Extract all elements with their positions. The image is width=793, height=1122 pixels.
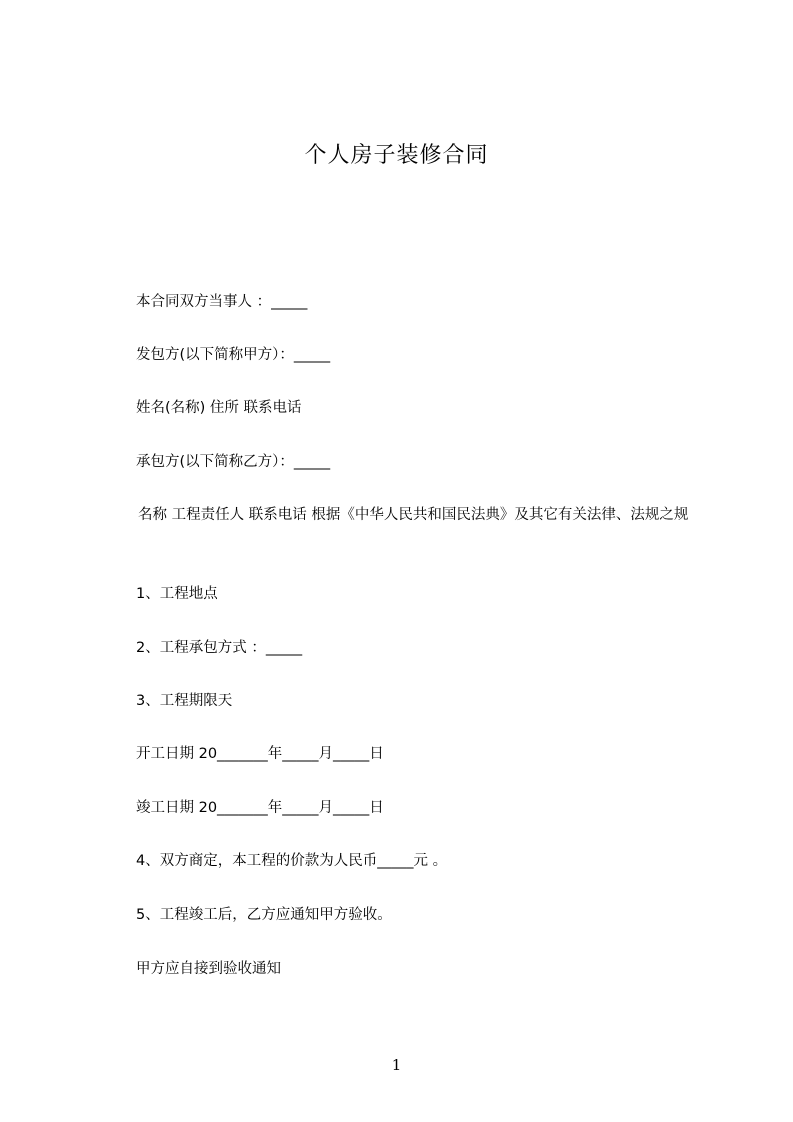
item-2-contract-method: 2、工程承包方式 ：_____ [136, 640, 303, 656]
item-4-price: 4、双方商定，本工程的价款为人民币_____元 。 [136, 853, 448, 869]
party-a-fields-line: 姓名(名称) 住所 联系电话 [136, 400, 302, 416]
party-b-line: 承包方(以下简称乙方）：_____ [136, 454, 331, 470]
end-date-line: 竣工日期 20_______年_____月_____日 [136, 800, 384, 816]
start-date-line: 开工日期 20_______年_____月_____日 [136, 746, 384, 762]
item-1-project-location: 1、工程地点 [136, 586, 218, 602]
page-number: 1 [391, 1056, 402, 1074]
document-title: 个人房子装修合同 [304, 143, 489, 168]
acceptance-notice-line: 甲方应自接到验收通知 [136, 961, 281, 977]
contract-parties-line: 本合同双方当事人 ：_____ [136, 294, 308, 310]
party-a-line: 发包方(以下简称甲方）：_____ [136, 347, 331, 363]
party-b-fields-and-legal-basis: 名称 工程责任人 联系电话 根据《中华人民共和国民法典》及其它有关法律、法规之规 [138, 507, 689, 523]
item-5-completion: 5、工程竣工后，乙方应通知甲方验收。 [136, 907, 392, 923]
item-3-project-duration: 3、工程期限天 [136, 693, 233, 709]
